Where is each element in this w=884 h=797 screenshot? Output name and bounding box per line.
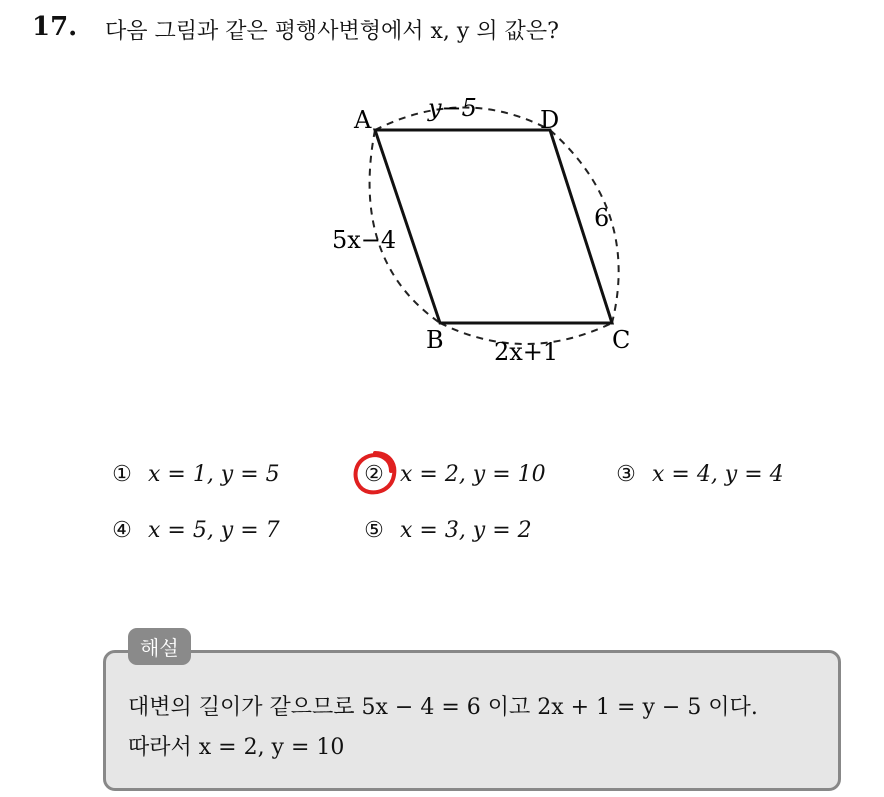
answer-circle-mark	[352, 450, 398, 496]
explanation-tag: 해설	[128, 628, 191, 665]
side-ab-label: 5x−4	[332, 226, 397, 254]
choice-5-mark: ⑤	[364, 518, 384, 543]
parallelogram-svg	[320, 90, 650, 370]
vertex-b-label: B	[426, 326, 444, 354]
choice-5[interactable]	[362, 518, 532, 543]
vertex-c-label: C	[612, 326, 631, 354]
parallelogram-shape	[375, 130, 612, 323]
vertex-a-label: A	[354, 106, 372, 134]
question-text: 다음 그림과 같은 평행사변형에서 x, y 의 값은?	[105, 19, 559, 44]
parallelogram-figure	[320, 90, 650, 370]
choice-5-text: x = 3, y = 2	[400, 518, 532, 543]
choice-2-text: x = 2, y = 10	[400, 462, 546, 487]
side-ad-label: y−5	[428, 94, 477, 122]
side-dc-label: 6	[594, 204, 610, 232]
choice-4[interactable]	[110, 518, 280, 543]
question-number: 17.	[32, 12, 78, 42]
choice-2-mark: ②	[364, 462, 384, 487]
choice-4-mark: ④	[112, 518, 132, 543]
choice-3-text: x = 4, y = 4	[652, 462, 784, 487]
side-bc-label: 2x+1	[494, 338, 559, 366]
explanation-line-2: 따라서 x = 2, y = 10	[128, 735, 345, 760]
choice-1[interactable]	[110, 462, 280, 487]
choice-4-text: x = 5, y = 7	[148, 518, 280, 543]
choice-1-text: x = 1, y = 5	[148, 462, 280, 487]
choice-1-mark: ①	[112, 462, 132, 487]
choice-3[interactable]	[614, 462, 784, 487]
choice-3-mark: ③	[616, 462, 636, 487]
vertex-d-label: D	[540, 106, 560, 134]
explanation-line-1: 대변의 길이가 같으므로 5x − 4 = 6 이고 2x + 1 = y − 5 이다.	[128, 695, 758, 720]
